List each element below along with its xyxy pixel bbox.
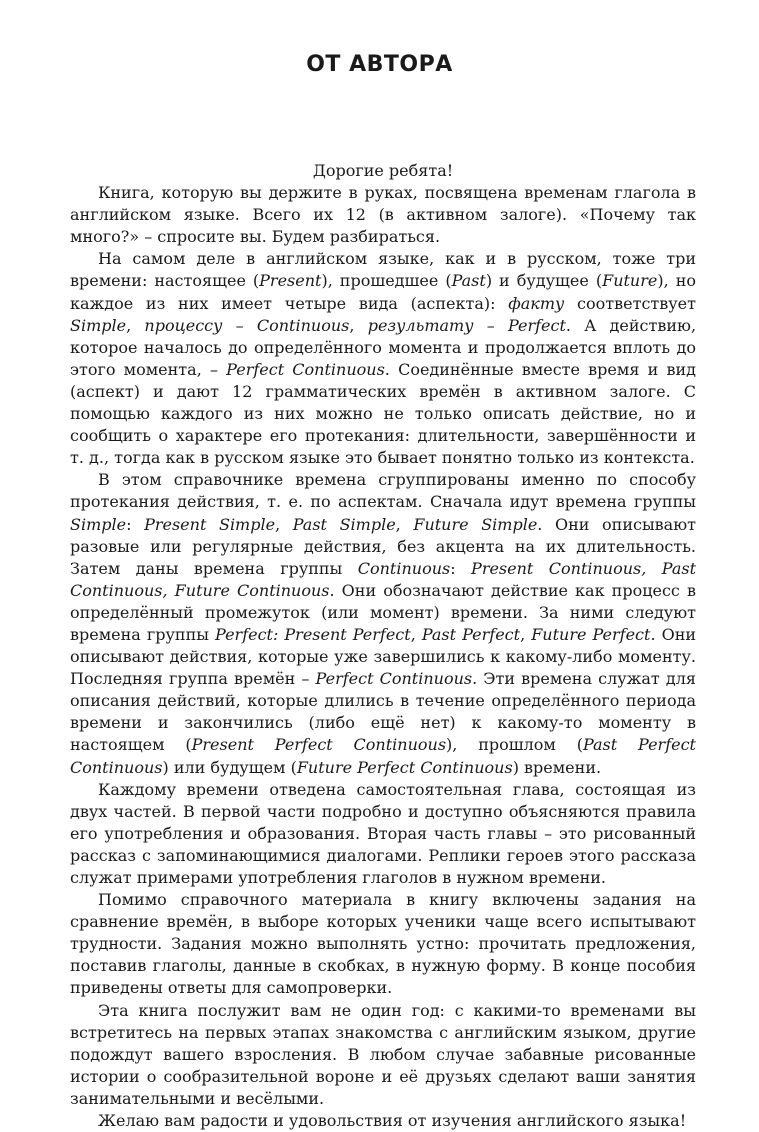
paragraph bbox=[70, 1110, 696, 1132]
text-run: , bbox=[410, 624, 422, 644]
text-run: . Они описывают действия, которые уже завершились к какому-либо моменту. Последняя группа времён – bbox=[70, 624, 697, 689]
text-run: : bbox=[126, 514, 145, 534]
text-run: ) или будущем ( bbox=[162, 757, 297, 777]
text-run: Книга, которую вы держите в руках, посвящена временам глагола в английском языке. Всего их 12 (в активном залоге). «Почему так много?» – спросите вы. Будем разбираться. bbox=[70, 183, 696, 247]
greeting: Дорогие ребята! bbox=[312, 161, 454, 180]
italic-term: Perfect Continuous bbox=[226, 359, 385, 379]
text-run: Помимо справочного материала в книгу включены задания на сравнение времён, в выборе которых ученики чаще всего испытывают трудности. Задания можно выполнять устно: прочитать предложения, поставив глаголы, данные в скобках, в нужную форму. В конце пособия приведены ответы для самопроверки. bbox=[70, 890, 696, 998]
text-run: . А действию, которое началось до определённого момента и продолжается вплоть до этого момента, – bbox=[70, 315, 697, 379]
text-run: . Они описывают разовые или регулярные действия, без акцента на их длительность. Затем даны времена группы bbox=[70, 514, 696, 578]
italic-term: Simple bbox=[70, 315, 127, 335]
italic-term: Continuous bbox=[357, 558, 451, 578]
italic-term: Future Perfect Continuous bbox=[296, 757, 513, 777]
page-title: ОТ АВТОРА bbox=[306, 52, 453, 77]
italic-term: Present Simple bbox=[144, 514, 276, 534]
italic-term: Future bbox=[602, 271, 658, 291]
text-run: В этом справочнике времена сгруппированы именно по способу протекания действия, т. е. по аспектам. Сначала идут времена группы bbox=[70, 470, 696, 512]
text-run: , bbox=[520, 624, 532, 644]
text-run: соответствует bbox=[564, 293, 696, 313]
italic-term: Past Perfect Continuous bbox=[70, 735, 696, 777]
text-run: ) и будущее ( bbox=[485, 271, 603, 291]
italic-term: Simple bbox=[70, 514, 127, 534]
italic-term: Past Perfect bbox=[421, 624, 521, 644]
paragraph bbox=[70, 1000, 696, 1110]
italic-term: Past Simple bbox=[292, 514, 396, 534]
text-run: , bbox=[275, 514, 293, 534]
italic-term: Future Simple bbox=[413, 514, 538, 534]
italic-term: Future Perfect bbox=[531, 624, 651, 644]
text-run: На самом деле в английском языке, как и в русском, тоже три времени: настоящее ( bbox=[70, 249, 696, 291]
text-run: , bbox=[395, 514, 414, 534]
paragraph bbox=[70, 469, 696, 778]
italic-term: результату – Perfect bbox=[367, 315, 566, 335]
paragraph bbox=[70, 779, 696, 889]
paragraph bbox=[70, 889, 696, 999]
text-run: Каждому времени отведена самостоятельная глава, состоящая из двух частей. В первой части подробно и доступно объясняются правила его употребления и образования. Вторая часть главы – это рисованный рассказ с запоминающимися диалогами. Реплики героев этого рассказа служат примерами употребления глаголов в нужном времени. bbox=[70, 779, 696, 887]
text-run: Эти времена служат для описания действий, которые длились в течение определённого периода времени и закончились (либо ещё нет) к какому-то моменту в настоящем ( bbox=[70, 669, 696, 755]
text-run: Эта книга послужит вам не один год: с какими-то временами вы встретитесь на первых этапах знакомства с английским языком, другие подождут вашего взросления. В любом случае забавные рисованные истории о сообразительной вороне и её друзьях сделают ваши занятия занимательными и весёлыми. bbox=[70, 1000, 696, 1108]
italic-term: Present bbox=[259, 271, 322, 291]
italic-term: процессу – Continuous bbox=[144, 315, 350, 335]
text-run: , bbox=[349, 315, 368, 335]
italic-term: Perfect Continuous. bbox=[315, 669, 478, 689]
text-run: ) времени. bbox=[512, 757, 602, 777]
text-run: . Соединённые вместе время и вид (аспект) и дают 12 грамматических времён в активном залоге. С помощью каждого из них можно не только описать действие, но и сообщить о характере его протекания: длительности, завершённости и т. д., тогда как в русском языке это бывает понятно только из контекста. bbox=[70, 359, 697, 468]
text-run: ), прошедшее ( bbox=[321, 271, 452, 291]
text-run: Они обозначают действие как процесс в определённый промежуток (или момент) времени. За ними следуют времена группы bbox=[70, 580, 696, 644]
paragraph bbox=[70, 182, 696, 248]
italic-term: Present Perfect Continuous bbox=[191, 735, 447, 755]
text-run: : bbox=[450, 558, 472, 578]
body-text bbox=[70, 160, 696, 1132]
text-run: Желаю вам радости и удовольствия от изучения английского языка! bbox=[98, 1111, 687, 1131]
text-run: ), прошлом ( bbox=[446, 735, 583, 755]
italic-term: Past bbox=[451, 271, 486, 291]
italic-term: факту bbox=[508, 293, 565, 313]
text-run: ), но каждое из них имеет четыре вида (аспекта): bbox=[70, 271, 696, 313]
italic-term: Perfect: Present Perfect bbox=[215, 624, 411, 644]
italic-term: Present Continuous, Past Continuous, Future Continuous. bbox=[70, 558, 697, 600]
paragraph bbox=[70, 248, 696, 469]
text-run: , bbox=[126, 315, 145, 335]
